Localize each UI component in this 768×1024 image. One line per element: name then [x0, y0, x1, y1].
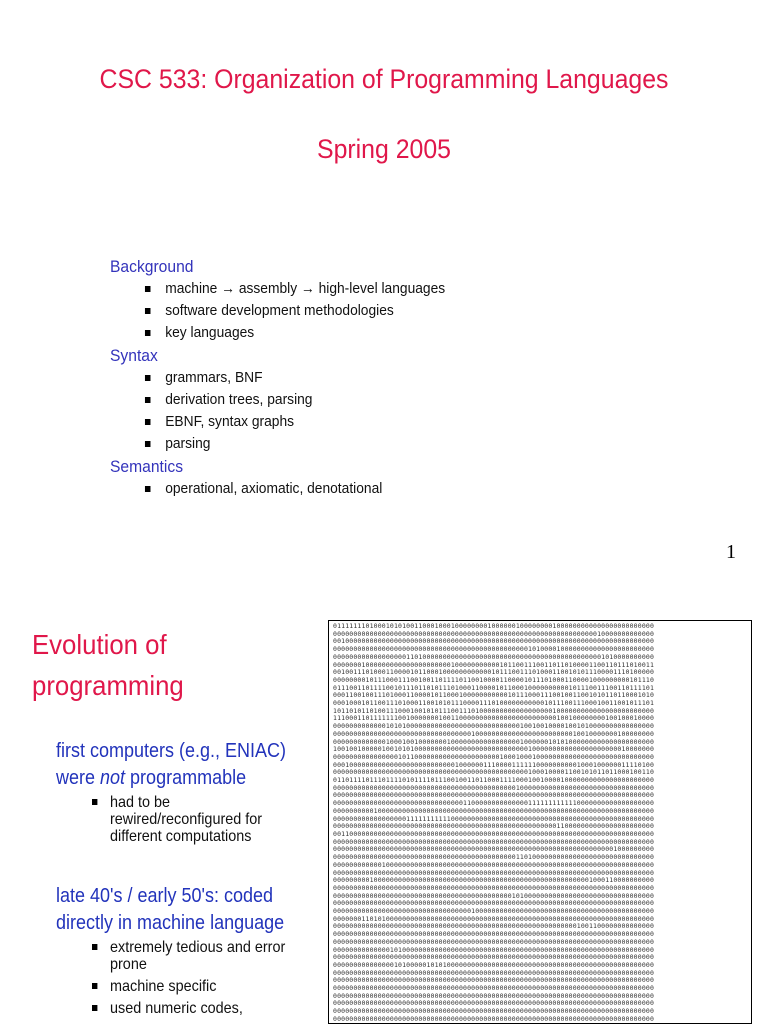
bullet-icon	[145, 286, 151, 292]
slide-2-title	[32, 624, 184, 706]
block-1-list	[56, 794, 326, 845]
list-item: had to be rewired/reconfigured for different computations	[56, 794, 299, 845]
slide-2-content	[56, 738, 326, 1017]
list-item: extremely tedious and error prone	[56, 939, 299, 973]
bullet-icon	[145, 308, 151, 314]
slide-2-title-line-1: Evolution of	[32, 629, 167, 660]
list-item: machine specific	[56, 978, 299, 995]
list-item: grammars, BNF	[110, 367, 445, 389]
list-item: EBNF, syntax graphs	[110, 411, 445, 433]
course-outline	[110, 255, 474, 500]
list-item: parsing	[110, 433, 445, 455]
block-2-list	[56, 939, 326, 1017]
bullet-icon	[145, 419, 151, 425]
slide-1-title: CSC 533: Organization of Programming Languages	[99, 64, 669, 94]
block-heading-machine-language: late 40's / early 50's: coded directly in machine language	[56, 885, 285, 934]
page-number: 1	[726, 541, 736, 563]
section-heading-syntax: Syntax	[110, 346, 158, 365]
bullet-icon	[145, 375, 151, 381]
list-item: software development methodologies	[110, 300, 445, 322]
bullet-icon	[145, 397, 151, 403]
list-item: derivation trees, parsing	[110, 389, 445, 411]
bullet-icon	[92, 983, 97, 989]
list-item: operational, axiomatic, denotational	[110, 478, 445, 500]
bullet-icon	[92, 1005, 97, 1011]
section-heading-background: Background	[110, 257, 194, 276]
list-item: key languages	[110, 322, 445, 344]
list-item: used numeric codes,	[56, 1000, 299, 1017]
bullet-icon	[92, 799, 97, 805]
bullet-icon	[145, 330, 151, 336]
slide-2	[0, 590, 768, 1024]
list-item: machine → assembly → high-level languages	[110, 278, 445, 300]
machine-code-listing	[328, 620, 752, 1024]
bullet-icon	[145, 486, 151, 492]
bullet-icon	[92, 944, 97, 950]
slide-2-title-line-2: programming	[32, 670, 184, 701]
section-heading-semantics: Semantics	[110, 457, 184, 476]
binary-code-text: 0111111101000101010011000100010000000010000001000000001000000000000000000000000 0000000000000000000000000000000000000000000000000000000000000000010000000000000 0010000000000000000000000000000000000000000000000000000000000000000000000000000 0000000000000000000000000000000000000000000000001010000100000000000000000000000 0000000000000000001101000000000000000000000000000000000000000000001010000000000 0000000100000000000000000000010000000000010110011100110110100001100110111010011 0010011101000110000101100010000000000001011100111010001100101011100001110100000 0000000010111000111001001101111011001000011000010111010001100001000000000101110 0111001101111001011101101011101000110000101100010000000000101110011100110111101 0001100100111010001100001011000100000000000101110001110010011001010110110001010 0001000101100111010001100101011100001110100000000000101110011100010011001011101 1011010110100111000100101011100111010000000000000000001000000000000000000000000 1110001101111111001000000010011000000000000000000000000100100000000100100010000 0000000000000101010000000000000000000000000000100100100001001010000000000000000 0000000000000000000000000000000000100000000000000000000000010010000000100000000 0000000000000100010010000000100000000000000000100000010101000000000000000000000 1001001000001001010100000000000000000000000000001000000000000000000000010000000 0000000000000000101100000000000000000000010001000100000000000000000000000000000 0001000000000000000000000000001000000111000011111100000000001000100000011110100 0000000000000000000000000000000000000000000000001000100001100101011011000100110 0110111101110111101011110111001001101100011110001001000010000000000000000000000 0000000000000000000000000000000000000000000001000000000000000000000000000000000 0000000000000000000000000000000000000000000000000000000000000000000000000000000 0000000000000000000000000000000011000000000000001111111111110000000000000000000 0000000000100000000000000000000000000000000000000000000000000000000000000000000 0000000000000000001111111111100000000000000000000000000000000000000000000000000 0000000000000000000000000000000000000000000000000000000110000000000000000000000 0011000000000000000000000000000000000000000000000000000000000000000000000000000 0000000000000000000000000000000000000000000000000000000000000000000000000000000 0000000000000000000000000000000000000000000000000000000000000000000001000000000 0000000000000000000000000000000000000000000001101000000000000000000000000000000 0000000000001000000000000000000000000000000000000000000000000000000000000000000 0000000000000000000000000000000000000000000000000000000000000000000000000000000 0000000001000000000000000000000000000000000000000000000000000001000110000000000 0000000000000000000000000000000000000000000000000000000000000000000000000000000 0000000000000000000000000000000000000000000010100000000000000000000000000000000 0000000000000000000000000000000000000000000000000000000000000000000000000000000 0000000000000000000000000000000000100000000000000000000000000000000000000000000 0000000110101000000000000000000000000000000000000000000000000000000000000000000 0000000000000000000000000000000000000000000000000000000000001001100000000000000 0000000000000000000000000000000000000000000000000000000000000000000000000000000 0000000000000000000000000000000000000000000000000000000000000000000000000000000 0000000000000010100000000000000000000000000000000000000000000000000000000000000 0000000000000000000000000000000000000000000000000000000000000000000000000000000 0000000000000001010000010101000000000000000000000000000000000000000000000000000 0000000000000000000000000000000000000000000000000000000000000000000000000000000 0000000000000000000000000000000000000000000000000000000000000000000000000000000 0000000000000000000000000000000000000000000000000000000000000000000000000000000 0000000000000000000000000000000000000000000000000000000000000000000000000000000 0000000000000000000000000000000000000000000000000000000000000000000000000000000 0000000000000000000000000000000000000000000000000000000000000000000000000000000 0000000000000000000000000000000000000000000000000000000000000000000000000000000	[333, 622, 655, 1023]
block-heading-first-computers: first computers (e.g., ENIAC) were not programmable	[56, 740, 287, 789]
slide-1-subtitle: Spring 2005	[317, 134, 451, 164]
bullet-icon	[145, 441, 151, 447]
